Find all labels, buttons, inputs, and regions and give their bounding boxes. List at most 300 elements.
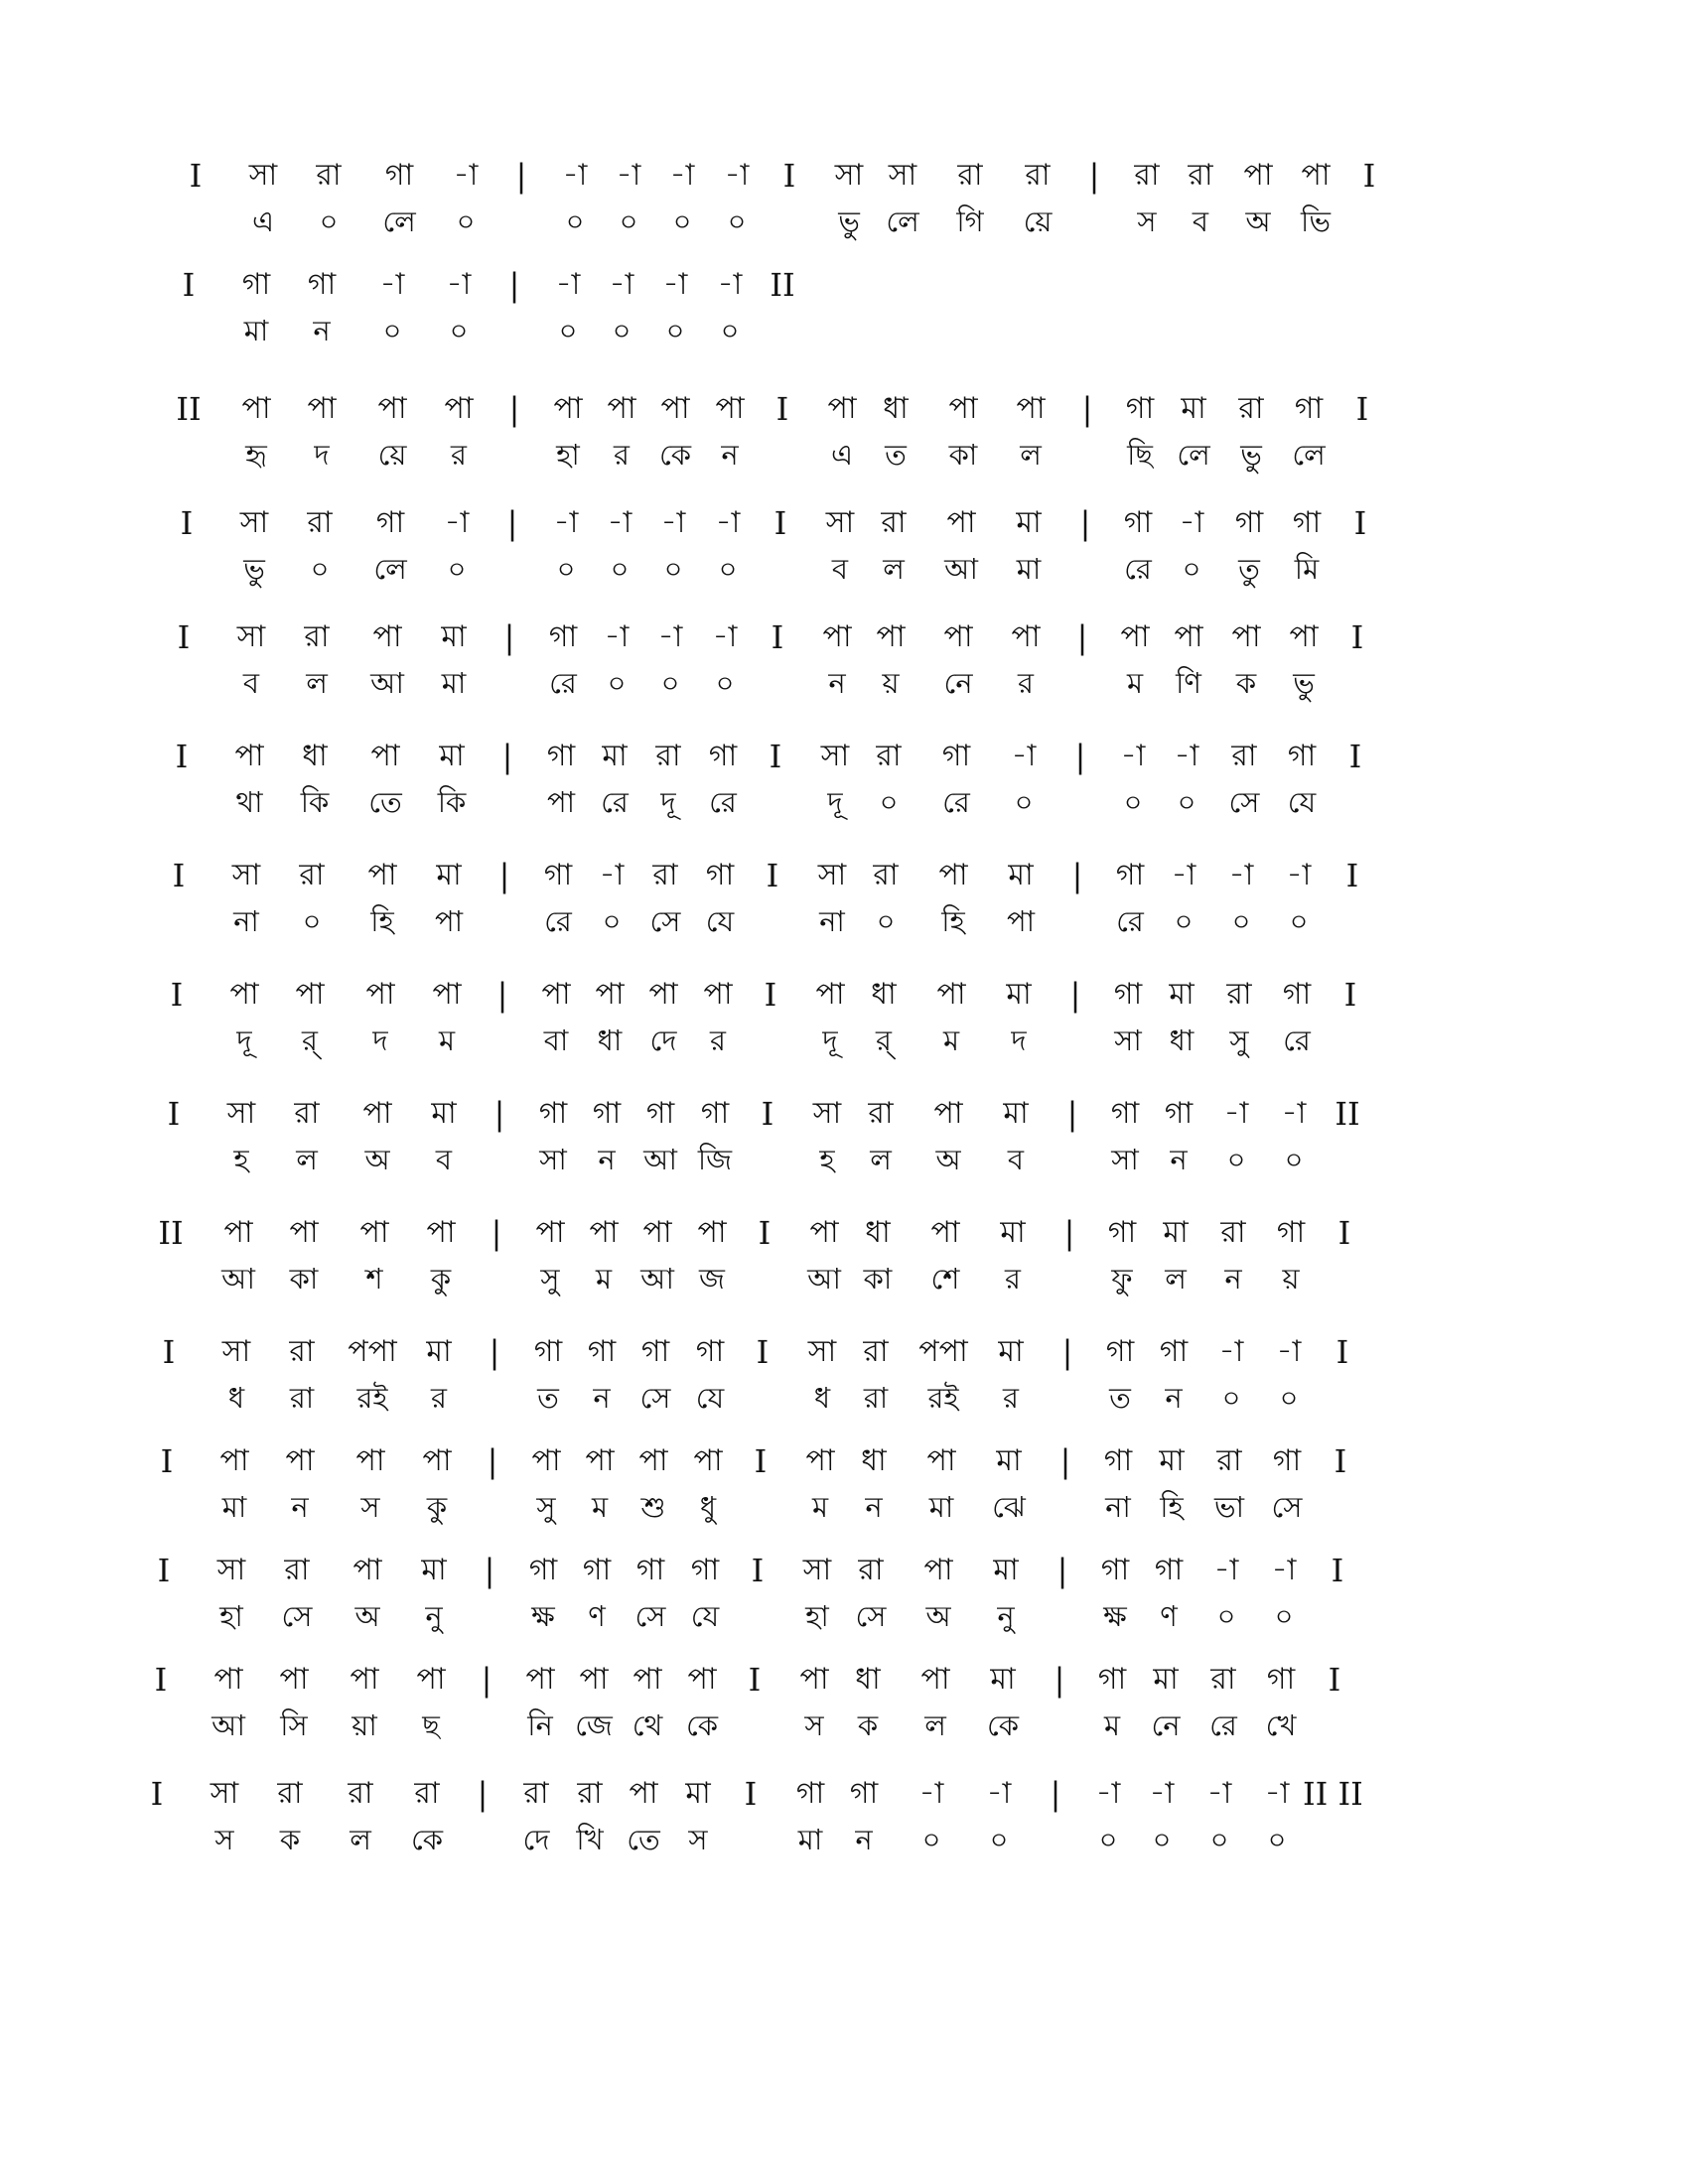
lyric-syllable: ল xyxy=(350,1823,371,1856)
lyric-syllable: ধা xyxy=(1169,1024,1195,1057)
lyric-syllable: থা xyxy=(235,785,263,819)
lyric-syllable: ০ xyxy=(1209,1823,1229,1856)
lyric-syllable: লে xyxy=(1292,438,1326,472)
swara-line xyxy=(0,1211,1688,1255)
swara-note: গা xyxy=(1097,1662,1127,1697)
lyric-syllable: হা xyxy=(805,1599,829,1633)
lyric-syllable: আ xyxy=(640,1262,674,1296)
lyric-syllable: ন xyxy=(865,1490,883,1524)
swara-note: পা xyxy=(416,1662,446,1697)
bar-line: I xyxy=(189,157,203,195)
bar-line: | xyxy=(1088,157,1100,195)
swara-note: সা xyxy=(817,858,847,892)
lyric-syllable: কু xyxy=(430,1262,452,1296)
lyric-syllable: নে xyxy=(943,666,973,700)
swara-note: পা xyxy=(525,1662,555,1697)
bar-line: I xyxy=(1328,1661,1341,1699)
lyric-line xyxy=(0,309,1688,352)
bar-line: II xyxy=(1335,1095,1360,1133)
swara-note: রা xyxy=(294,1096,320,1131)
swara-note: পা xyxy=(633,1662,662,1697)
lyric-syllable: ভু xyxy=(1293,666,1315,700)
lyric-syllable: সি xyxy=(280,1708,308,1742)
lyric-syllable: জে xyxy=(575,1708,613,1742)
swara-note: রা xyxy=(1231,739,1257,773)
lyric-syllable: ত xyxy=(537,1381,559,1415)
lyric-syllable: এ xyxy=(251,205,275,238)
swara-note: গা xyxy=(548,619,578,654)
swara-note: পা xyxy=(432,977,462,1012)
bar-line: I xyxy=(167,1095,181,1133)
lyric-syllable: সে xyxy=(634,1599,666,1633)
swara-note: রা xyxy=(1238,391,1264,426)
swara-note: রা xyxy=(307,505,333,540)
lyric-syllable: ০ xyxy=(319,205,339,238)
lyric-syllable: যে xyxy=(690,1599,720,1633)
lyric-syllable: ০ xyxy=(1123,785,1143,819)
lyric-syllable: সে xyxy=(855,1599,887,1633)
lyric-syllable: ০ xyxy=(310,552,330,586)
lyric-syllable: সু xyxy=(536,1490,556,1524)
lyric-syllable: ব xyxy=(242,666,260,700)
swara-note: পপা xyxy=(918,1334,968,1369)
bar-line: I xyxy=(756,1333,770,1371)
swara-note: গা xyxy=(1282,977,1312,1012)
swara-note: পা xyxy=(799,1662,829,1697)
swara-note: সা xyxy=(834,158,864,193)
swara-note: মা xyxy=(1006,977,1032,1012)
lyric-syllable: তু xyxy=(1238,552,1260,586)
swara-note: পা xyxy=(926,1443,956,1478)
lyric-syllable: ০ xyxy=(1182,552,1201,586)
lyric-syllable: রে xyxy=(709,785,737,819)
swara-note: রা xyxy=(876,739,902,773)
lyric-syllable: শে xyxy=(930,1262,960,1296)
lyric-syllable: ০ xyxy=(1289,904,1309,938)
lyric-syllable: রে xyxy=(601,785,629,819)
notation-stave xyxy=(0,263,1688,357)
swara-note: মা xyxy=(1000,1215,1026,1250)
swara-note: ধা xyxy=(855,1662,881,1697)
bar-line: II II xyxy=(1303,1775,1363,1813)
swara-note: -া xyxy=(609,267,634,302)
bar-line: I xyxy=(769,738,782,775)
swara-note: -া xyxy=(444,505,470,540)
lyric-line xyxy=(0,780,1688,824)
bar-line: | xyxy=(1056,1552,1068,1589)
lyric-syllable: মা xyxy=(1016,552,1042,586)
lyric-syllable: য়ে xyxy=(377,438,407,472)
bar-line: I xyxy=(1334,1442,1347,1480)
bar-line: I xyxy=(1336,1333,1349,1371)
lyric-line xyxy=(0,1485,1688,1529)
bar-line: I xyxy=(175,738,189,775)
lyric-syllable: শু xyxy=(640,1490,666,1524)
swara-note: পা xyxy=(213,1662,243,1697)
lyric-syllable: না xyxy=(233,904,259,938)
lyric-syllable: মা xyxy=(928,1490,954,1524)
lyric-syllable: ণি xyxy=(1176,666,1201,700)
lyric-syllable: দ xyxy=(1011,1024,1027,1057)
lyric-syllable: কা xyxy=(948,438,978,472)
swara-note: পা xyxy=(307,391,337,426)
notation-stave xyxy=(0,1772,1688,1866)
swara-note: পা xyxy=(948,391,978,426)
swara-note: ধা xyxy=(861,1443,887,1478)
lyric-syllable: ন xyxy=(598,1143,616,1176)
swara-note: রা xyxy=(523,1776,549,1811)
bar-line: | xyxy=(515,157,527,195)
lyric-syllable: মি xyxy=(1294,552,1320,586)
bar-line: II xyxy=(176,390,202,428)
swara-note: গা xyxy=(1234,505,1264,540)
swara-note: পা xyxy=(359,1215,389,1250)
swara-note: গা xyxy=(690,1553,720,1587)
lyric-syllable: ০ xyxy=(1274,1599,1294,1633)
swara-note: -া xyxy=(1095,1776,1121,1811)
swara-note: পা xyxy=(535,1215,565,1250)
swara-note: পা xyxy=(946,505,976,540)
swara-note: -া xyxy=(1281,1096,1307,1131)
swara-note: -া xyxy=(555,267,581,302)
swara-note: গা xyxy=(1107,1215,1137,1250)
lyric-syllable: ০ xyxy=(727,205,747,238)
lyric-syllable: জ xyxy=(699,1262,725,1296)
lyric-syllable: ধু xyxy=(699,1490,717,1524)
swara-line xyxy=(0,1772,1688,1816)
lyric-syllable: ক xyxy=(279,1823,301,1856)
lyric-syllable: রে xyxy=(1209,1708,1237,1742)
bar-line: I xyxy=(1331,1552,1344,1589)
swara-note: মা xyxy=(439,739,465,773)
swara-note: পা xyxy=(1120,619,1150,654)
bar-line: I xyxy=(761,1095,774,1133)
lyric-syllable: নে xyxy=(1151,1708,1181,1742)
lyric-syllable: বা xyxy=(543,1024,569,1057)
lyric-syllable: অ xyxy=(925,1599,951,1633)
lyric-syllable: ত xyxy=(1109,1381,1131,1415)
bar-line: | xyxy=(1061,1333,1073,1371)
lyric-syllable: ম xyxy=(811,1490,829,1524)
lyric-syllable: আ xyxy=(944,552,978,586)
lyric-line xyxy=(0,1704,1688,1747)
lyric-syllable: ০ xyxy=(610,552,630,586)
lyric-syllable: ব xyxy=(1192,205,1209,238)
lyric-syllable: র্ xyxy=(302,1024,318,1057)
swara-note: সা xyxy=(248,158,278,193)
notation-stave xyxy=(0,1439,1688,1534)
swara-note: গা xyxy=(1292,505,1322,540)
swara-note: পা xyxy=(1301,158,1331,193)
lyric-syllable: স xyxy=(214,1823,234,1856)
swara-line xyxy=(0,1092,1688,1136)
swara-note: মা xyxy=(1159,1443,1185,1478)
lyric-syllable: ০ xyxy=(665,314,685,347)
lyric-syllable: ক xyxy=(857,1708,879,1742)
swara-note: পা xyxy=(585,1443,615,1478)
swara-note: গা xyxy=(795,1776,825,1811)
bar-line: | xyxy=(1079,504,1091,542)
lyric-syllable: ধ xyxy=(227,1381,245,1415)
swara-note: -া xyxy=(1011,739,1037,773)
lyric-syllable: স xyxy=(360,1490,380,1524)
lyric-syllable: কে xyxy=(685,1708,719,1742)
swara-note: পা xyxy=(938,858,968,892)
swara-note: পা xyxy=(1231,619,1261,654)
swara-note: পা xyxy=(1016,391,1046,426)
swara-note: পা xyxy=(377,391,407,426)
swara-note: সা xyxy=(825,505,855,540)
lyric-syllable: ল xyxy=(883,552,905,586)
swara-line xyxy=(0,501,1688,545)
swara-note: গা xyxy=(241,267,271,302)
swara-note: গা xyxy=(543,858,573,892)
swara-note: পা xyxy=(815,977,845,1012)
swara-note: পা xyxy=(589,1215,619,1250)
swara-note: রা xyxy=(868,1096,894,1131)
bar-line: I xyxy=(162,1333,176,1371)
lyric-syllable: ০ xyxy=(1152,1823,1172,1856)
swara-note: গা xyxy=(1294,391,1324,426)
lyric-syllable: ক xyxy=(1235,666,1257,700)
lyric-syllable: খে xyxy=(1265,1708,1297,1742)
swara-note: -া xyxy=(607,505,633,540)
swara-note: সা xyxy=(807,1334,837,1369)
lyric-syllable: কা xyxy=(863,1262,893,1296)
swara-note: মা xyxy=(996,1443,1022,1478)
bar-line: I xyxy=(771,618,784,656)
lyric-line xyxy=(0,547,1688,591)
swara-note: -া xyxy=(562,158,588,193)
bar-line: | xyxy=(1071,857,1083,894)
swara-note: গা xyxy=(1103,1443,1133,1478)
lyric-syllable: দূ xyxy=(822,1024,838,1057)
lyric-syllable: ঝে xyxy=(992,1490,1026,1524)
lyric-syllable: র xyxy=(710,1024,726,1057)
lyric-syllable: জি xyxy=(697,1143,733,1176)
lyric-syllable: ০ xyxy=(602,904,622,938)
swara-note: পা xyxy=(579,1662,609,1697)
swara-note: -া xyxy=(599,858,625,892)
lyric-syllable: ০ xyxy=(382,314,402,347)
lyric-syllable: ০ xyxy=(663,552,683,586)
bar-line: I xyxy=(1345,857,1359,894)
bar-line: | xyxy=(503,618,515,656)
lyric-syllable: আ xyxy=(221,1262,255,1296)
lyric-syllable: ০ xyxy=(1284,1143,1304,1176)
swara-note: পা xyxy=(595,977,625,1012)
swara-note: সা xyxy=(239,505,269,540)
swara-note: -া xyxy=(717,267,743,302)
lyric-syllable: ভি xyxy=(1301,205,1331,238)
bar-line: | xyxy=(484,1552,495,1589)
swara-note: -া xyxy=(1206,1776,1232,1811)
bar-line: | xyxy=(501,738,513,775)
swara-note: মা xyxy=(998,1334,1024,1369)
bar-line: I xyxy=(1337,1214,1351,1252)
swara-note: রা xyxy=(299,858,325,892)
lyric-syllable: ম xyxy=(591,1490,609,1524)
lyric-syllable: লে xyxy=(1177,438,1210,472)
lyric-syllable: সে xyxy=(649,904,681,938)
swara-note: রা xyxy=(1188,158,1213,193)
lyric-syllable: সা xyxy=(1111,1143,1139,1176)
lyric-syllable: ০ xyxy=(302,904,322,938)
bar-line: I xyxy=(1350,618,1364,656)
bar-line: I xyxy=(154,1661,168,1699)
lyric-syllable: রে xyxy=(942,785,970,819)
swara-note: -া xyxy=(662,267,688,302)
lyric-syllable: ব xyxy=(435,1143,453,1176)
lyric-syllable: আ xyxy=(370,666,404,700)
lyric-syllable: দে xyxy=(522,1823,550,1856)
bar-line: I xyxy=(774,504,787,542)
bar-line: | xyxy=(493,1095,505,1133)
lyric-syllable: অ xyxy=(935,1143,961,1176)
swara-note: মা xyxy=(993,1553,1019,1587)
swara-note: -া xyxy=(657,619,683,654)
notation-stave xyxy=(0,615,1688,710)
lyric-syllable: ম xyxy=(438,1024,456,1057)
swara-note: পা xyxy=(355,1443,385,1478)
bar-line: | xyxy=(489,1333,500,1371)
bar-line: I xyxy=(766,857,779,894)
lyric-syllable: ০ xyxy=(660,666,680,700)
swara-note: -া xyxy=(1264,1776,1290,1811)
bar-line: I xyxy=(775,390,789,428)
lyric-syllable: কি xyxy=(437,785,467,819)
lyric-syllable: ০ xyxy=(1221,1381,1241,1415)
lyric-syllable: শ xyxy=(365,1262,383,1296)
lyric-syllable: খি xyxy=(576,1823,604,1856)
swara-note: গা xyxy=(640,1334,670,1369)
swara-note: গা xyxy=(1272,1443,1302,1478)
swara-note: পা xyxy=(219,1443,249,1478)
swara-note: -া xyxy=(1213,1553,1239,1587)
lyric-syllable: কে xyxy=(986,1708,1020,1742)
swara-note: পা xyxy=(234,739,264,773)
swara-note: গা xyxy=(705,858,735,892)
swara-note: -া xyxy=(1218,1334,1244,1369)
swara-note: ধা xyxy=(883,391,909,426)
swara-note: গা xyxy=(849,1776,879,1811)
swara-note: গা xyxy=(1287,739,1317,773)
lyric-syllable: ব xyxy=(1007,1143,1025,1176)
swara-note: গা xyxy=(384,158,414,193)
swara-line xyxy=(0,263,1688,307)
lyric-syllable: দ xyxy=(314,438,330,472)
swara-note: গা xyxy=(1105,1334,1135,1369)
swara-note: পা xyxy=(930,1215,960,1250)
lyric-syllable: ০ xyxy=(989,1823,1009,1856)
swara-note: গা xyxy=(708,739,738,773)
swara-note: গা xyxy=(307,267,337,302)
swara-note: মা xyxy=(1016,505,1042,540)
swara-note: সা xyxy=(236,619,266,654)
lyric-syllable: ন xyxy=(1224,1262,1242,1296)
swara-note: পা xyxy=(920,1662,950,1697)
swara-note: -া xyxy=(379,267,405,302)
swara-note: -া xyxy=(1223,1096,1249,1131)
swara-note: -া xyxy=(715,505,741,540)
swara-note: পা xyxy=(350,1662,379,1697)
lyric-syllable: কা xyxy=(289,1262,319,1296)
lyric-syllable: ন xyxy=(721,438,739,472)
swara-note: রা xyxy=(1216,1443,1242,1478)
lyric-syllable: ল xyxy=(296,1143,318,1176)
lyric-syllable: ০ xyxy=(447,552,467,586)
swara-note: সা xyxy=(221,1334,251,1369)
bar-line: II xyxy=(158,1214,184,1252)
lyric-syllable: ০ xyxy=(1226,1143,1246,1176)
lyric-syllable: কে xyxy=(658,438,692,472)
bar-line: I xyxy=(170,976,184,1014)
bar-line: I xyxy=(1343,976,1357,1014)
swara-note: -া xyxy=(1120,739,1146,773)
swara-note: সা xyxy=(820,739,850,773)
notation-stave xyxy=(0,973,1688,1067)
lyric-syllable: ০ xyxy=(565,205,585,238)
swara-note: রা xyxy=(1025,158,1051,193)
notation-stave xyxy=(0,1330,1688,1425)
notation-stave xyxy=(0,735,1688,829)
lyric-line xyxy=(0,200,1688,243)
swara-note: ধা xyxy=(871,977,897,1012)
swara-note: মা xyxy=(436,858,462,892)
lyric-syllable: ছ xyxy=(422,1708,440,1742)
swara-note: সা xyxy=(226,1096,256,1131)
lyric-syllable: ল xyxy=(306,666,328,700)
swara-note: রা xyxy=(414,1776,440,1811)
swara-note: -া xyxy=(986,1776,1012,1811)
lyric-syllable: পা xyxy=(434,904,464,938)
lyric-syllable: যে xyxy=(695,1381,725,1415)
swara-note: মা xyxy=(602,739,628,773)
swara-note: -া xyxy=(1286,858,1312,892)
swara-line xyxy=(0,1658,1688,1702)
swara-note: পা xyxy=(638,1443,668,1478)
swara-note: গা xyxy=(1266,1662,1296,1697)
lyric-syllable: রই xyxy=(356,1381,388,1415)
lyric-syllable: য়া xyxy=(352,1708,377,1742)
swara-note: গা xyxy=(1164,1096,1194,1131)
swara-note: পা xyxy=(876,619,906,654)
swara-note: মা xyxy=(431,1096,457,1131)
lyric-syllable: ক্ষ xyxy=(1103,1599,1127,1633)
swara-note: গা xyxy=(1125,391,1155,426)
bar-line: | xyxy=(1063,1214,1075,1252)
swara-note: -া xyxy=(604,619,630,654)
swara-note: পা xyxy=(553,391,583,426)
swara-line xyxy=(0,1439,1688,1483)
swara-note: মা xyxy=(1163,1215,1189,1250)
swara-note: গা xyxy=(582,1553,612,1587)
lyric-syllable: ভু xyxy=(1240,438,1262,472)
lyric-syllable: ভা xyxy=(1213,1490,1245,1524)
bar-line: I xyxy=(754,1442,768,1480)
bar-line: | xyxy=(481,1661,492,1699)
swara-line xyxy=(0,735,1688,778)
swara-note: -া xyxy=(712,619,738,654)
lyric-syllable: র xyxy=(614,438,630,472)
lyric-syllable: ক্ষ xyxy=(531,1599,555,1633)
bar-line: | xyxy=(508,390,520,428)
swara-note: পা xyxy=(295,977,325,1012)
swara-note: রা xyxy=(1220,1215,1246,1250)
swara-note: গা xyxy=(592,1096,622,1131)
lyric-syllable: থে xyxy=(632,1708,663,1742)
bar-line: I xyxy=(157,1552,171,1589)
